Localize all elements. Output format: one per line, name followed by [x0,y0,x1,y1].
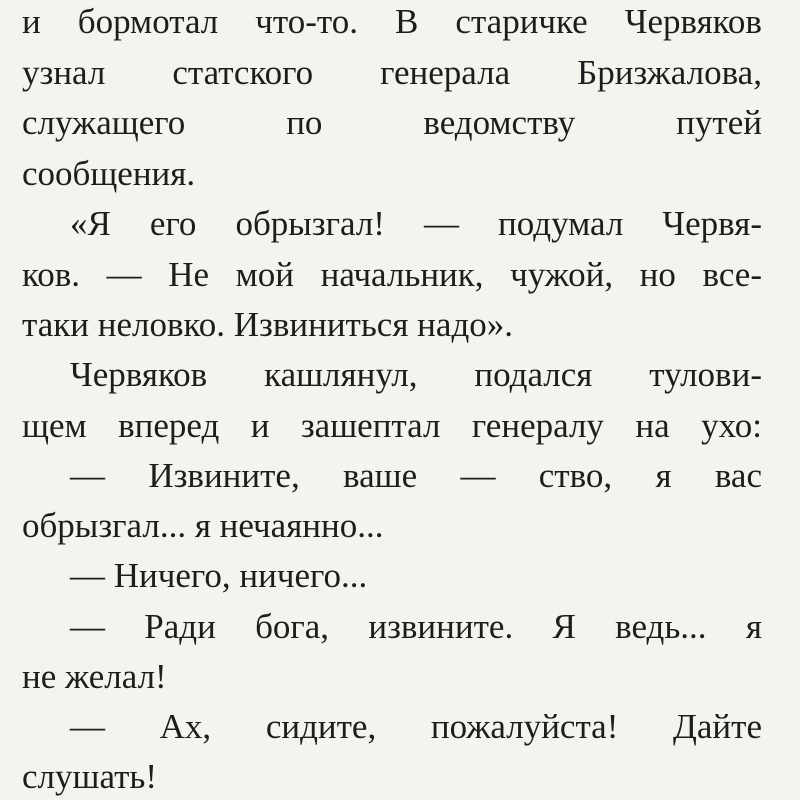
text-line-8 [70,357,762,392]
word: бога, [255,607,330,646]
word: генерала [380,53,511,92]
word: Червя- [662,204,762,243]
word: зашептал [300,406,441,445]
word: генералу [471,406,604,445]
text-line-6 [22,257,762,292]
word: щем [22,406,87,445]
word: я [745,607,762,646]
word: ведь... [615,607,707,646]
word: — [70,607,105,646]
word: подался [474,355,593,394]
word: — [424,204,459,243]
text-line-15 [70,709,762,744]
word: что-то. [255,2,358,41]
word: я [655,456,672,495]
text-line-14: не желал! [22,657,167,696]
word: чужой, [510,255,614,294]
word: вас [714,456,762,495]
word: Извините, [148,456,300,495]
text-line-5 [70,206,762,241]
word: ваше [343,456,418,495]
word: подумал [498,204,624,243]
word: извините. [368,607,514,646]
word: Я [552,607,576,646]
word: узнал [22,53,106,92]
word: статского [172,53,314,92]
word: служащего [22,103,186,142]
word: Ах, [159,707,212,746]
word: ство, [538,456,613,495]
word: по [286,103,323,142]
word: В [395,2,419,41]
word: все- [702,255,762,294]
word: на [635,406,670,445]
word: и [250,406,270,445]
word: но [639,255,676,294]
word: и [22,2,41,41]
word: обрызгал! [235,204,385,243]
text-line-1 [22,4,762,39]
text-line-2 [22,55,762,90]
word: вперед [118,406,220,445]
text-line-3 [22,105,762,140]
word: — [70,707,105,746]
word: сидите, [265,707,377,746]
text-line-4: сообщения. [22,154,196,193]
word: старичке [455,2,588,41]
word: кашлянул, [264,355,418,394]
word: Дайте [673,707,762,746]
word: начальник, [320,255,484,294]
word: пожалуйста! [430,707,619,746]
word: Не [168,255,210,294]
word: Червяков [624,2,762,41]
text-line-9 [22,408,762,443]
text-line-16: слушать! [22,757,157,796]
word: ухо: [701,406,762,445]
word: тулови- [649,355,762,394]
word: мой [235,255,294,294]
word: ведомству [423,103,576,142]
word: Бризжалова, [577,53,762,92]
word: Ради [144,607,216,646]
text-line-10 [70,458,762,493]
text-line-13 [70,609,762,644]
text-line-7: таки неловко. Извиниться надо». [22,305,514,344]
word: Червяков [70,355,208,394]
word: «Я [70,204,111,243]
text-line-12: — Ничего, ничего... [70,556,368,595]
word: — [460,456,496,495]
word: путей [676,103,762,142]
text-line-11: обрызгал... я нечаянно... [22,506,384,545]
word: — [70,456,105,495]
word: его [149,204,197,243]
word: ков. [22,255,81,294]
word: бормотал [77,2,219,41]
word: — [106,255,142,294]
